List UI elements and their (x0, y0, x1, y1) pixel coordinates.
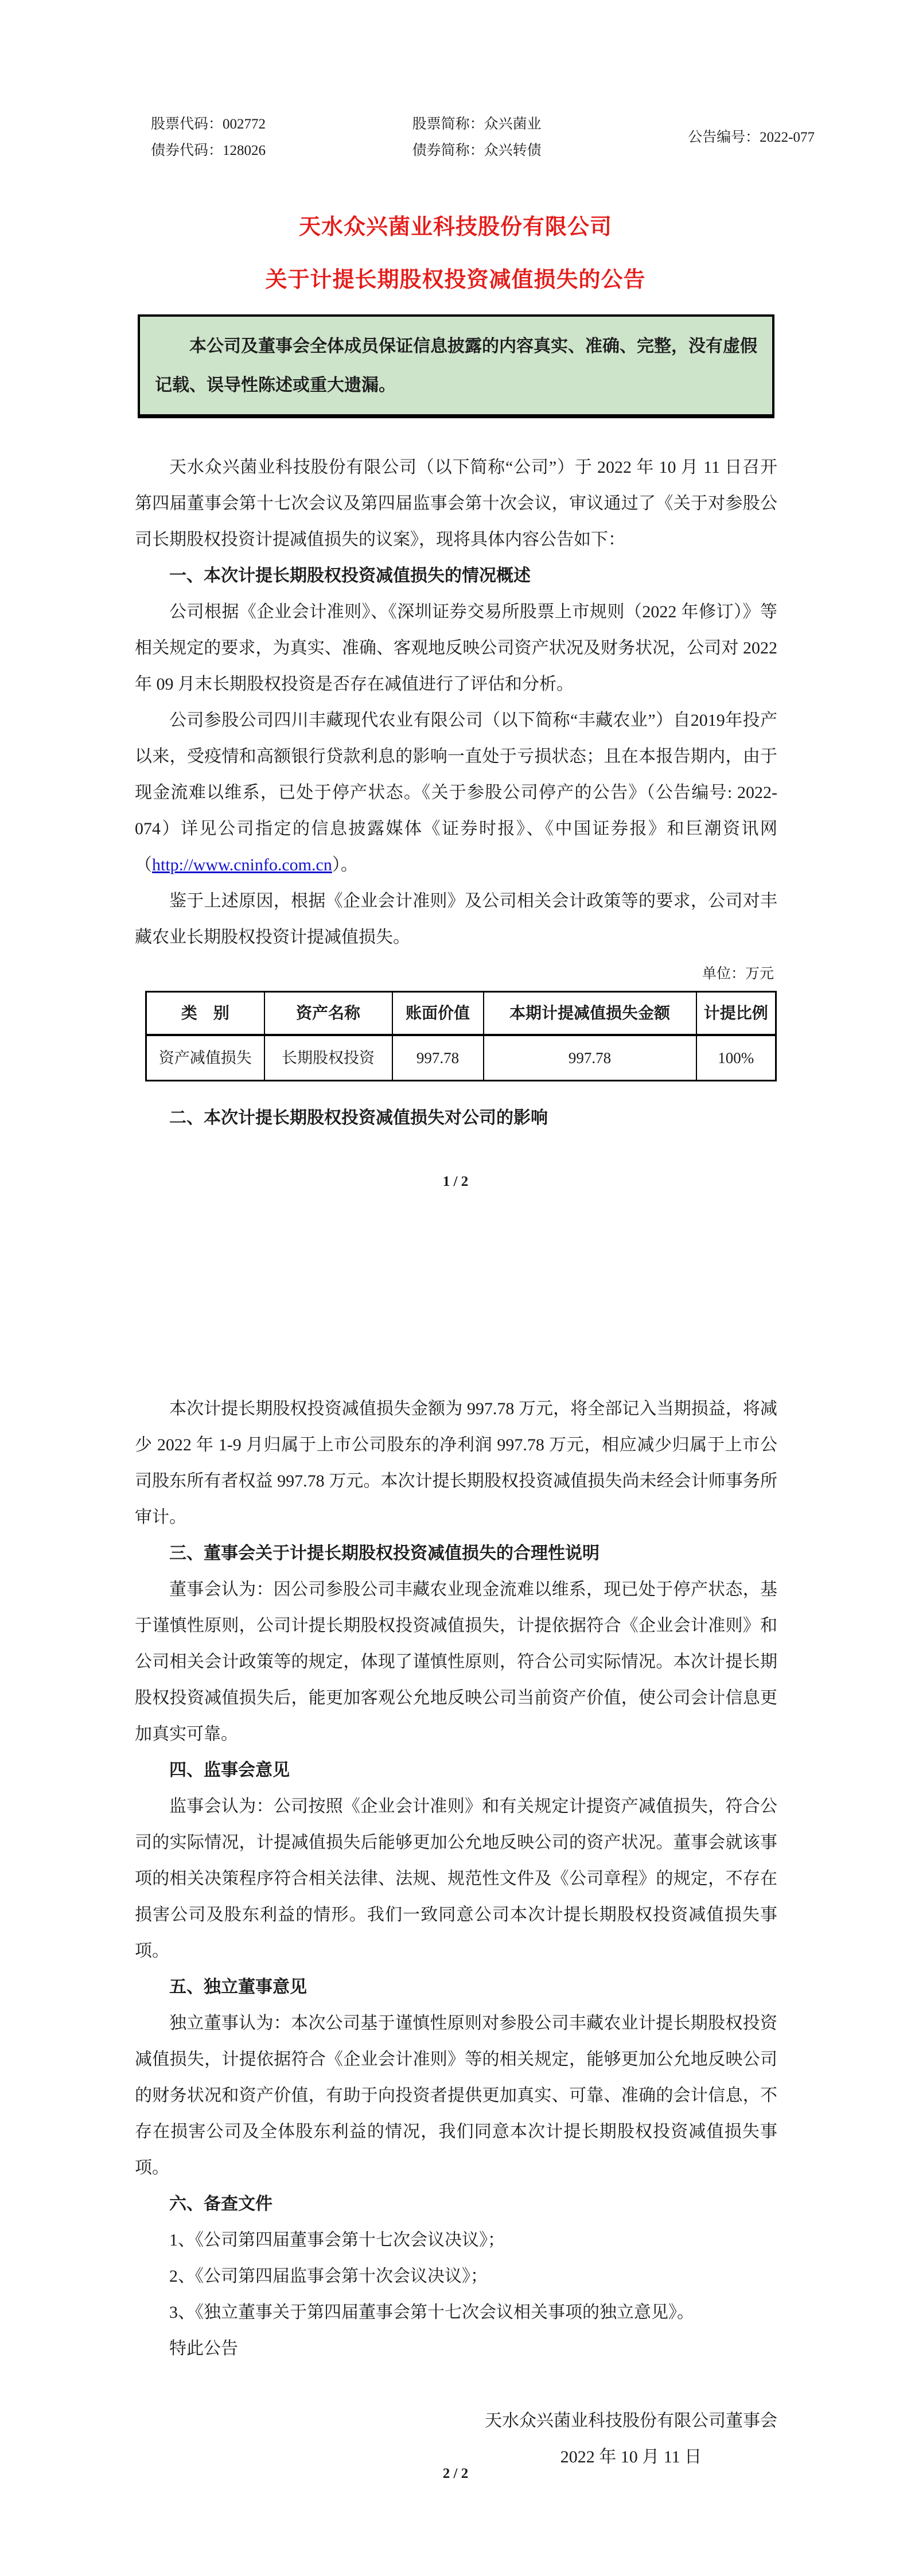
security-names (412, 111, 542, 164)
board-opinion-paragraph: 董事会认为：因公司参股公司丰藏农业现金流难以维系，现已处于停产状态，基于谨慎性原则，公司计提长期股权投资减值损失，计提依据符合《企业会计准则》和公司相关会计政策等的规定，体现了谨慎性原则，符合公司实际情况。本次计提长期股权投资减值损失后，能更加客观公允地反映公司当前资产价值，使公司会计信息更加真实可靠。 (135, 1580, 777, 1744)
attachment-item: 3、《独立董事关于第四届董事会第十七次会议相关事项的独立意见》。 (169, 2303, 694, 2322)
bond-code: 债券代码：128026 (151, 143, 266, 158)
cell-impairment-amount: 997.78 (484, 1035, 696, 1081)
cell-book-value: 997.78 (392, 1035, 484, 1081)
independent-opinion-paragraph: 独立董事认为：本次公司基于谨慎性原则对参股公司丰藏农业计提长期股权投资减值损失，计提依据符合《企业会计准则》等的相关规定，能够更加公允地反映公司的财务状况和资产价值，有助于向投资者提供更加真实、可靠、准确的会计信息，不存在损害公司及全体股东利益的情况，我们同意本次计提长期股权投资减值损失事项。 (135, 2014, 777, 2177)
section1-heading: 一、本次计提长期股权投资减值损失的情况概述 (169, 566, 531, 585)
bond-short-name: 债券简称：众兴转债 (412, 143, 542, 158)
section4-heading: 四、监事会意见 (169, 1761, 290, 1780)
attachment-item: 1、《公司第四届董事会第十七次会议决议》； (169, 2231, 505, 2250)
stock-short-name: 股票简称：众兴菌业 (412, 116, 542, 132)
cell-asset-name: 长期股权投资 (264, 1035, 392, 1081)
cninfo-link[interactable]: http://www.cninfo.com.cn (152, 855, 332, 874)
impairment-table (145, 991, 777, 1081)
unit-note: 单位：万元 (702, 966, 774, 982)
signature-date: 2022 年 10 月 11 日 (560, 2447, 702, 2466)
conclusion-paragraph: 鉴于上述原因，根据《企业会计准则》及公司相关会计政策等的要求，公司对丰藏农业长期股权投资计提减值损失。 (135, 892, 777, 947)
disclaimer-box: 本公司及董事会全体成员保证信息披露的内容真实、准确、完整，没有虚假记载、误导性陈述或重大遗漏。 (138, 314, 774, 418)
company-title: 天水众兴菌业科技股份有限公司 (298, 215, 612, 239)
subsidiary-paragraph (135, 702, 777, 883)
section3-heading: 三、董事会关于计提长期股权投资减值损失的合理性说明 (169, 1544, 599, 1563)
announcement-title: 关于计提长期股权投资减值损失的公告 (265, 268, 646, 292)
intro-paragraph: 天水众兴菌业科技股份有限公司（以下简称“公司”）于 2022 年 10 月 11 日召开第四届董事会第十七次会议及第四届监事会第十次会议，审议通过了《关于对参股公司长期股权投资计提减值损失的议案》，现将具体内容公告如下： (135, 458, 777, 549)
page1-body (135, 449, 777, 1136)
cell-ratio: 100% (696, 1035, 776, 1081)
impact-paragraph: 本次计提长期股权投资减值损失金额为 997.78 万元，将全部记入当期损益，将减少 2022 年 1-9 月归属于上市公司股东的净利润 997.78 万元，相应减少归属于上市公司股东所有者权益 997.78 万元。本次计提长期股权投资减值损失尚未经会计师事务所审计。 (135, 1399, 777, 1527)
document-header-meta (151, 111, 815, 164)
closing-statement: 特此公告 (169, 2339, 238, 2358)
basis-paragraph: 公司根据《企业会计准则》、《深圳证券交易所股票上市规则（2022 年修订）》等相关规定的要求，为真实、准确、客观地反映公司资产状况及财务状况，公司对 2022 年 09 月末长期股权投资是否存在减值进行了评估和分析。 (135, 602, 777, 694)
table-header-row (146, 992, 776, 1036)
stock-code: 股票代码：002772 (151, 116, 266, 132)
page2-number: 2 / 2 (442, 2466, 469, 2481)
page1-number: 1 / 2 (442, 1174, 469, 1189)
signature-company: 天水众兴菌业科技股份有限公司董事会 (485, 2411, 777, 2430)
page2-body (135, 1391, 777, 2475)
security-codes (151, 111, 266, 164)
col-header-ratio: 计提比例 (696, 992, 776, 1036)
signature-inner (485, 2403, 777, 2475)
section6-heading: 六、备查文件 (169, 2194, 272, 2213)
section2-heading: 二、本次计提长期股权投资减值损失对公司的影响 (169, 1108, 548, 1127)
subsidiary-text-pre: 公司参股公司四川丰藏现代农业有限公司（以下简称“丰藏农业”）自2019年投产以来，受疫情和高额银行贷款利息的影响一直处于亏损状态；且在本报告期内，由于现金流难以维系，已处于停产状态。《关于参股公司停产的公告》（公告编号: 2022-074）详见公司指定的信息披露媒体《证券时报》、《中国证券报》和巨潮资讯网（ (135, 711, 777, 874)
announcement-number: 公告编号：2022-077 (688, 130, 815, 145)
attachment-item: 2、《公司第四届监事会第十次会议决议》； (169, 2267, 488, 2286)
col-header-book-value: 账面价值 (392, 992, 484, 1036)
col-header-asset-name: 资产名称 (264, 992, 392, 1036)
subsidiary-text-post: ）。 (332, 855, 358, 874)
cell-category: 资产减值损失 (146, 1035, 264, 1081)
col-header-impairment-amount: 本期计提减值损失金额 (484, 992, 696, 1036)
supervisory-opinion-paragraph: 监事会认为：公司按照《企业会计准则》和有关规定计提资产减值损失，符合公司的实际情况，计提减值损失后能够更加公允地反映公司的资产状况。董事会就该事项的相关决策程序符合相关法律、法规、规范性文件及《公司章程》的规定，不存在损害公司及股东利益的情形。我们一致同意公司本次计提长期股权投资减值损失事项。 (135, 1797, 777, 1960)
signature-block (135, 2403, 777, 2475)
section5-heading: 五、独立董事意见 (169, 1978, 307, 1997)
table-row (146, 1035, 776, 1081)
col-header-category: 类 别 (146, 992, 264, 1036)
